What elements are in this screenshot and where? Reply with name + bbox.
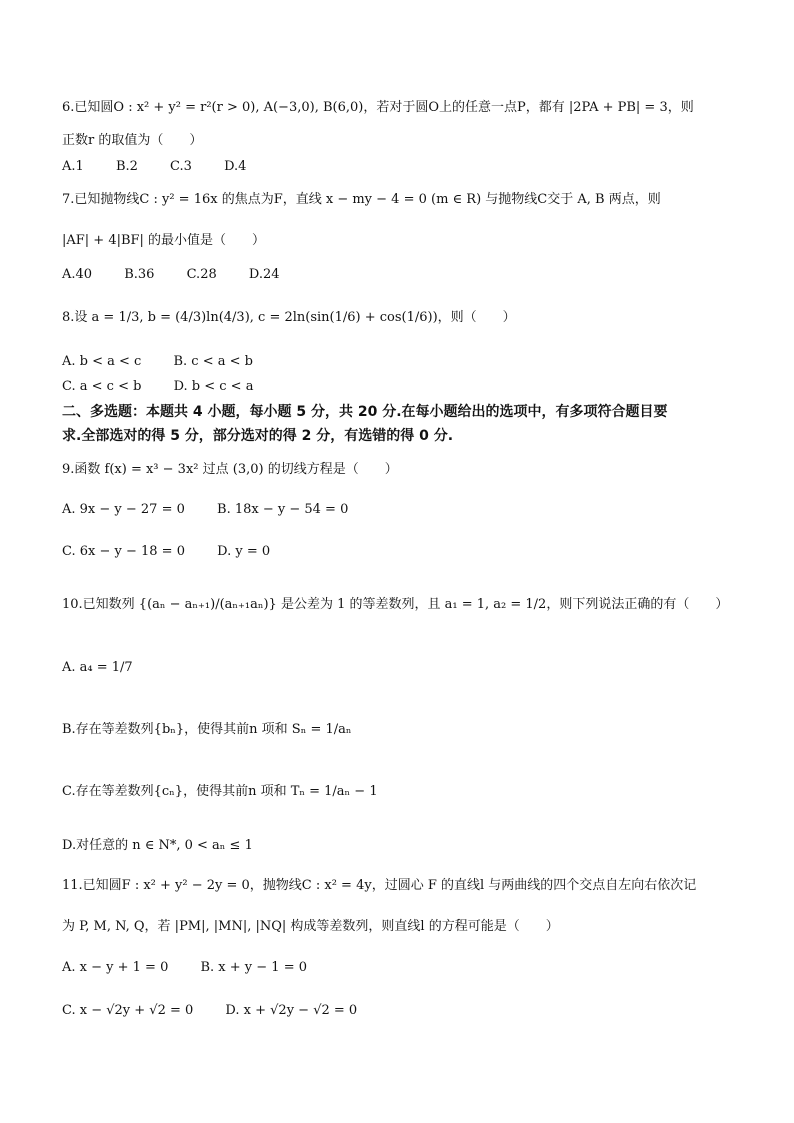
q9-option-a: A. 9x − y − 27 = 0 [62, 502, 185, 517]
q10-option-c: C.存在等差数列{cₙ}，使得其前n 项和 Tₙ = 1/aₙ − 1 [62, 784, 378, 799]
q7-option-a: A.40 [62, 267, 93, 282]
q9-option-d: D. y = 0 [217, 544, 271, 559]
section2-heading-line1: 二、多选题：本题共 4 小题，每小题 5 分，共 20 分.在每小题给出的选项中，有多项符合题目要 [62, 404, 668, 420]
q6-option-b: B.2 [115, 159, 138, 174]
q7-option-b: B.36 [124, 267, 155, 282]
q11-option-d: D. x + √2y − √2 = 0 [225, 1003, 358, 1018]
q6-option-a: A.1 [62, 159, 84, 174]
q8-options-ab [62, 352, 281, 372]
q10-option-d: D.对任意的 n ∈ N*, 0 < aₙ ≤ 1 [62, 838, 253, 853]
q11-options-cd [62, 1001, 385, 1021]
q10-option-b: B.存在等差数列{bₙ}，使得其前n 项和 Sₙ = 1/aₙ [62, 722, 352, 737]
q8-option-a: A. b < a < c [62, 354, 142, 369]
q9-options-cd [62, 542, 298, 562]
q11-option-b: B. x + y − 1 = 0 [200, 960, 307, 975]
q7-options [62, 265, 308, 285]
q11-option-c: C. x − √2y + √2 = 0 [62, 1003, 194, 1018]
q6-option-c: C.3 [170, 159, 192, 174]
q6-stem-line1: 6.已知圆O : x² + y² = r²(r > 0), A(−3,0), B(6,0)，若对于圆O上的任意一点P，都有 |2PA + PB| = 3，则 [62, 100, 694, 115]
q8-options-cd [62, 377, 281, 397]
q8-option-d: D. b < c < a [173, 379, 254, 394]
q9-option-c: C. 6x − y − 18 = 0 [62, 544, 185, 559]
q6-option-d: D.4 [224, 159, 247, 174]
q7-option-c: C.28 [186, 267, 217, 282]
q8-stem: 8.设 a = 1/3, b = (4/3)ln(4/3), c = 2ln(sin(1/6) + cos(1/6))，则（ ） [62, 310, 516, 325]
q7-stem-line1: 7.已知抛物线C : y² = 16x 的焦点为F，直线 x − my − 4 = 0 (m ∈ R) 与抛物线C交于 A, B 两点，则 [62, 192, 661, 207]
q6-options [62, 157, 274, 177]
q6-stem-line2: 正数r 的取值为（ ） [62, 133, 203, 148]
q7-option-d: D.24 [248, 267, 280, 282]
q10-stem: 10.已知数列 {(aₙ − aₙ₊₁)/(aₙ₊₁aₙ)} 是公差为 1 的等差数列，且 a₁ = 1, a₂ = 1/2，则下列说法正确的有（ ） [62, 597, 729, 612]
q11-option-a: A. x − y + 1 = 0 [62, 960, 169, 975]
q9-stem: 9.函数 f(x) = x³ − 3x² 过点 (3,0) 的切线方程是（ ） [62, 462, 398, 477]
q9-option-b: B. 18x − y − 54 = 0 [217, 502, 349, 517]
q10-option-a: A. a₄ = 1/7 [62, 660, 133, 675]
q11-stem-line2: 为 P, M, N, Q，若 |PM|, |MN|, |NQ| 构成等差数列，则直线l 的方程可能是（ ） [62, 919, 559, 934]
q8-option-b: B. c < a < b [173, 354, 253, 369]
q9-options-ab [62, 500, 376, 520]
q8-option-c: C. a < c < b [62, 379, 142, 394]
q11-options-ab [62, 958, 335, 978]
section2-heading-line2: 求.全部选对的得 5 分，部分选对的得 2 分，有选错的得 0 分. [62, 428, 454, 444]
q11-stem-line1: 11.已知圆F : x² + y² − 2y = 0，抛物线C : x² = 4y，过圆心 F 的直线l 与两曲线的四个交点自左向右依次记 [62, 878, 697, 893]
q7-stem-line2: |AF| + 4|BF| 的最小值是（ ） [62, 233, 266, 248]
